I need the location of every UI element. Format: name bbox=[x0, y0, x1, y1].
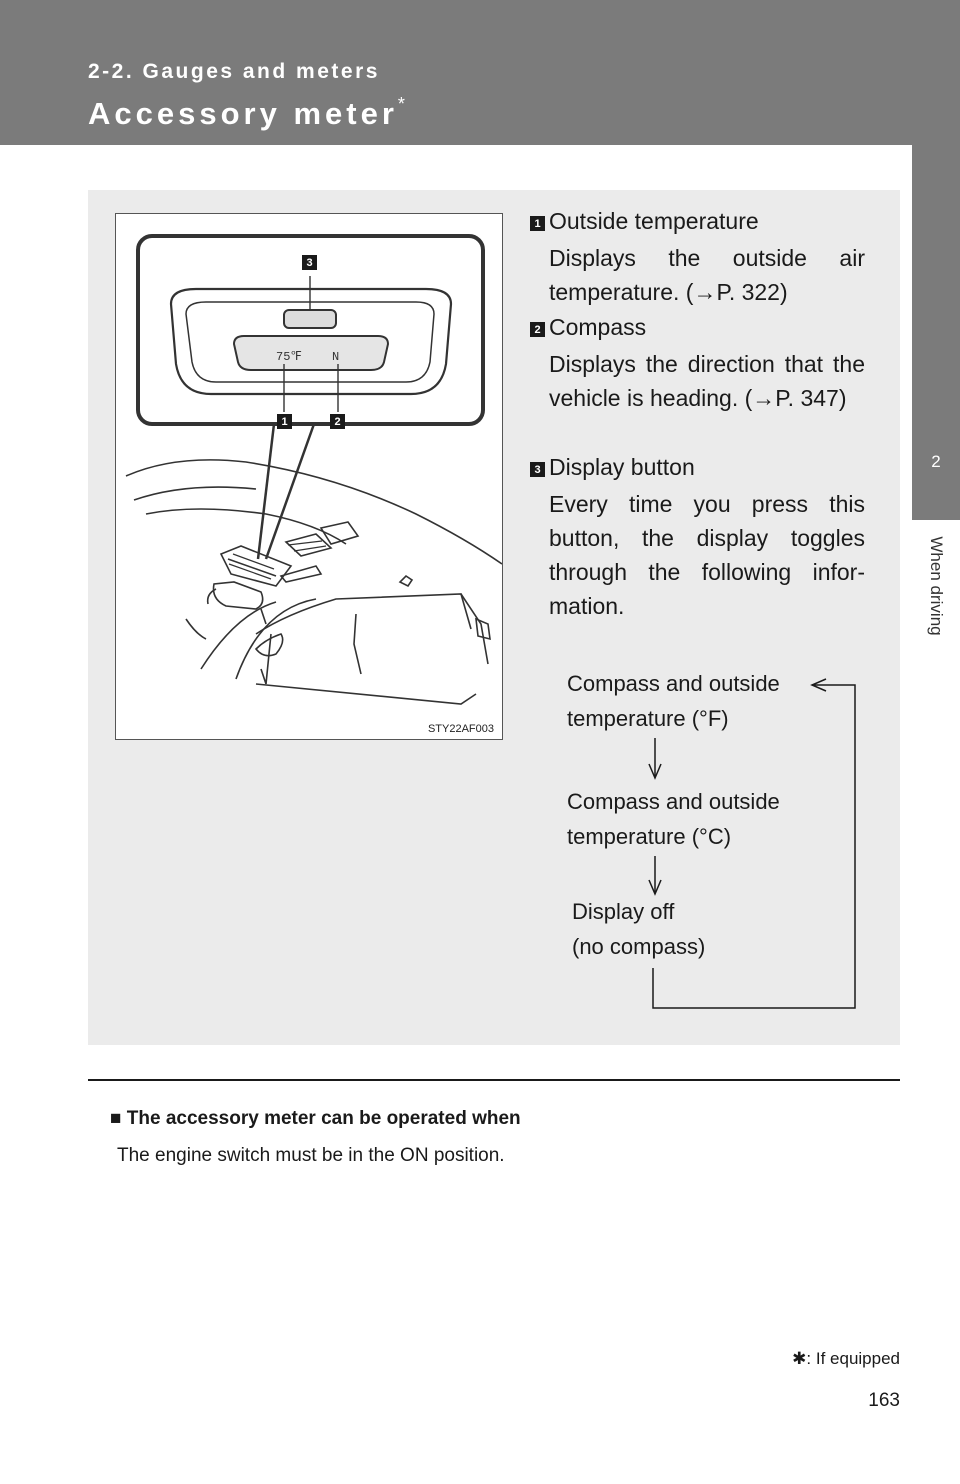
item-badge-2: 2 bbox=[530, 322, 545, 337]
chapter-number: 2 bbox=[931, 452, 941, 471]
chapter-name: When driving bbox=[927, 536, 946, 636]
flow-step-fahrenheit-line1: Compass and outside bbox=[567, 671, 780, 696]
flow-return-line bbox=[653, 685, 855, 1008]
item-badge-1: 1 bbox=[530, 216, 545, 231]
item-desc-outside-temperature: Displays the outside air temperature. (→P. 322) bbox=[549, 245, 865, 305]
figure-code: STY22AF003 bbox=[427, 723, 494, 735]
note-body: The engine switch must be in the ON position. bbox=[117, 1145, 505, 1166]
display-temp-reading: 75℉ bbox=[276, 350, 302, 364]
page-number: 163 bbox=[868, 1390, 900, 1411]
callout-badge-2: 2 bbox=[330, 414, 345, 429]
footnote bbox=[792, 1349, 900, 1369]
item-desc-compass: Displays the direction that the vehicle is heading. (→P. 347) bbox=[549, 351, 865, 411]
flow-step-display-off-line2: (no compass) bbox=[572, 934, 706, 959]
flow-step-display-off-line1: Display off bbox=[572, 899, 675, 924]
note-heading-text: The accessory meter can be operated when bbox=[126, 1108, 521, 1129]
note-bullet: ■ bbox=[110, 1108, 122, 1129]
callout-badge-3: 3 bbox=[302, 255, 317, 270]
section-label: 2-2. Gauges and meters bbox=[88, 60, 380, 83]
item-desc-display-button: Every time you press this button, the display toggles through the following infor-mation. bbox=[549, 491, 865, 619]
footnote-marker: ✱ bbox=[792, 1349, 807, 1368]
flow-step-fahrenheit-line2: temperature (°F) bbox=[567, 706, 729, 731]
item-heading-display-button: Display button bbox=[549, 454, 695, 480]
display-compass-reading: N bbox=[332, 350, 340, 364]
flow-step-celsius-line1: Compass and outside bbox=[567, 789, 780, 814]
item-badge-3: 3 bbox=[530, 462, 545, 477]
flow-step-celsius-line2: temperature (°C) bbox=[567, 824, 732, 849]
page-title-text: Accessory meter bbox=[88, 96, 398, 131]
footnote-text: : If equipped bbox=[806, 1349, 900, 1368]
section-divider bbox=[88, 1079, 900, 1081]
if-equipped-asterisk: * bbox=[397, 94, 405, 114]
item-heading-outside-temperature: Outside temperature bbox=[549, 208, 759, 234]
callout-badge-1: 1 bbox=[277, 414, 292, 429]
note-heading bbox=[110, 1108, 521, 1130]
item-heading-compass: Compass bbox=[549, 314, 647, 340]
